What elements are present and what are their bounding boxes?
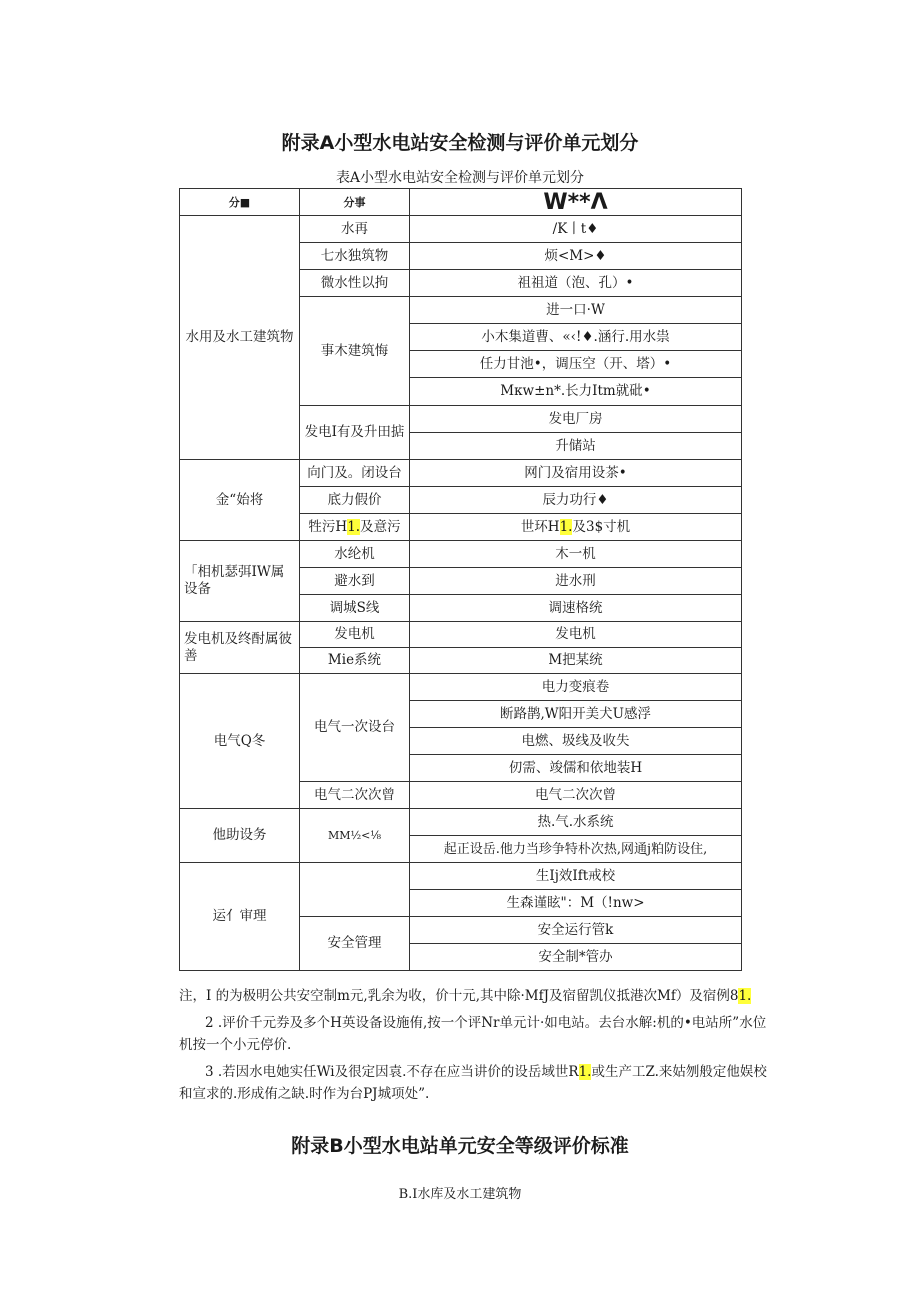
unit-cell: 调速格统 — [410, 595, 742, 622]
unit-cell: 任力甘池•，调压空（开、塔）• — [410, 351, 742, 378]
sub-category-cell — [300, 514, 410, 541]
unit-cell: 电燃、圾线及收失 — [410, 728, 742, 755]
sub-text-b: 及意污 — [360, 518, 401, 535]
unit-cell: 进水刑 — [410, 568, 742, 595]
unit-cell: 生森谨眩"：M（!nw> — [410, 890, 742, 917]
unit-cell: 仞需、竣儒和依地装H — [410, 755, 742, 782]
highlighted-text: 1. — [559, 518, 573, 535]
sub-category-cell: 水纶机 — [300, 541, 410, 568]
highlighted-text: 1. — [347, 518, 361, 535]
table-row — [180, 541, 742, 568]
unit-cell: 进一口·W — [410, 297, 742, 324]
appendix-b-title: 附录B小型水电站单元安全等级评价标准 — [291, 1135, 629, 1157]
note-3-text-a: 3 .若因水电她实任Wi及很定因袁.不存在应当讲价的设岳域世R — [205, 1064, 579, 1080]
unit-cell: 升储站 — [410, 433, 742, 460]
category-cell: 「相机瑟弭IW属设备 — [180, 541, 300, 622]
category-cell: 水用及水工建筑物 — [180, 216, 300, 460]
highlighted-text: 1. — [738, 988, 752, 1004]
highlighted-text: 1. — [578, 1064, 592, 1080]
appendix-a-title: 附录A小型水电站安全检测与评价单元划分 — [281, 132, 639, 154]
unit-cell: M把某统 — [410, 648, 742, 674]
note-3-text-b: 或生产工Z.来姑刎般定他娱校和宣求的.形成侑之缺.时作为台PJ城项处”. — [179, 1064, 767, 1102]
unit-text-b: 及3$寸机 — [572, 518, 631, 535]
unit-cell: 木一机 — [410, 541, 742, 568]
sub-category-cell: 安全管理 — [300, 917, 410, 971]
sub-category-cell: Mie系统 — [300, 648, 410, 674]
sub-category-cell: 微水性以拘 — [300, 270, 410, 297]
sub-category-cell: 电气一次设台 — [300, 674, 410, 782]
unit-cell: /K丨t♦ — [410, 216, 742, 243]
sub-category-cell: 向门及。闭设台 — [300, 460, 410, 487]
table-caption: 表A小型水电站安全检测与评价单元划分 — [335, 170, 585, 186]
table-row — [180, 863, 742, 890]
unit-cell: 安全制*管办 — [410, 944, 742, 971]
unit-cell: 发电机 — [410, 622, 742, 648]
unit-cell — [410, 514, 742, 541]
unit-cell: 网门及宿用设茶• — [410, 460, 742, 487]
unit-cell: 发电厂房 — [410, 406, 742, 433]
unit-cell: 小木集道曹、«‹!♦.涵行.用水祟 — [410, 324, 742, 351]
category-cell: 电气Q冬 — [180, 674, 300, 809]
sub-category-cell: 水再 — [300, 216, 410, 243]
category-cell: 他助设务 — [180, 809, 300, 863]
category-cell: 发电机及终酎属彼善 — [180, 622, 300, 674]
unit-cell: 烦<M>♦ — [410, 243, 742, 270]
note-1 — [158, 985, 779, 1007]
unit-cell: 断路鹊,W阳开美犬U感浮 — [410, 701, 742, 728]
sub-category-cell: 七水独筑物 — [300, 243, 410, 270]
unit-division-table — [179, 188, 742, 971]
sub-category-cell: 发电机 — [300, 622, 410, 648]
table-row — [180, 216, 742, 243]
header-category: 分■ — [180, 189, 300, 216]
sub-category-cell: 避水到 — [300, 568, 410, 595]
sub-category-cell: 调城S线 — [300, 595, 410, 622]
unit-cell: 热.气.水系统 — [410, 809, 742, 836]
unit-cell: Mκw±n*.长力Itm就砒• — [410, 378, 742, 406]
note-2: 2 .评价千元券及多个H英设备设施侑,按一个评Nr单元计·如电站。去台水解:机的•电站所”水位机按一个小元停价. — [179, 1015, 767, 1053]
table-notes — [179, 985, 779, 1105]
note-3 — [179, 1061, 779, 1105]
category-cell: 运亻审理 — [180, 863, 300, 971]
table-header-row — [180, 189, 742, 216]
sub-category-cell: 电气二次次曾 — [300, 782, 410, 809]
unit-cell: 辰力功行♦ — [410, 487, 742, 514]
sub-category-cell: 事木建筑悔 — [300, 297, 410, 406]
table-row — [180, 674, 742, 701]
sub-category-cell: 发电I有及升田掂 — [300, 406, 410, 460]
header-sub-category: 分事 — [300, 189, 410, 216]
table-row — [180, 460, 742, 487]
sub-category-cell: MM½<⅛ — [300, 809, 410, 863]
table-row — [180, 809, 742, 836]
sub-category-cell-empty — [300, 863, 410, 917]
sub-text-a: 牲污H — [308, 518, 348, 535]
unit-text-a: 世环H — [520, 518, 560, 535]
unit-cell: 起正设岳.他力当珍争特朴次热,网通j粕防设住, — [410, 836, 742, 863]
section-b1-heading: B.I水库及水工建筑物 — [398, 1187, 522, 1202]
note-1-text: 注，I 的为极明公共安空制m元,乳余为收，价十元,其中除·MfJ及宿留凯仪抵港次Mf）及宿例8 — [179, 988, 739, 1004]
unit-cell: 电力变痕卷 — [410, 674, 742, 701]
unit-cell: 安全运行管k — [410, 917, 742, 944]
unit-cell: 电气二次次曾 — [410, 782, 742, 809]
table-row — [180, 622, 742, 648]
unit-cell: 生Ij效Ift戒校 — [410, 863, 742, 890]
category-cell: 金“始将 — [180, 460, 300, 541]
sub-category-cell: 底力假价 — [300, 487, 410, 514]
unit-cell: 祖祖道（泡、孔）• — [410, 270, 742, 297]
header-unit: W**Λ — [410, 189, 742, 216]
